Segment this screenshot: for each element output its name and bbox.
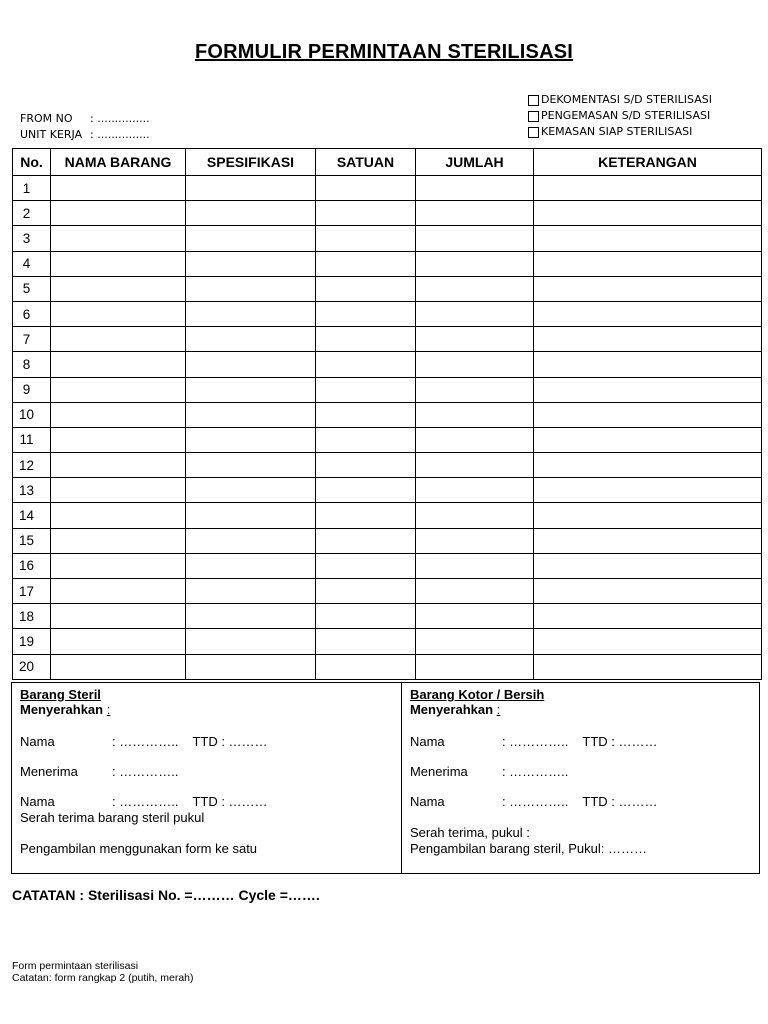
col-header-nama-barang: NAMA BARANG	[51, 149, 186, 176]
row-number: 16	[13, 553, 51, 578]
jumlah-cell[interactable]	[416, 301, 534, 326]
form-meta	[20, 111, 150, 143]
jumlah-cell[interactable]	[416, 453, 534, 478]
jumlah-cell[interactable]	[416, 176, 534, 201]
spesifikasi-cell[interactable]	[186, 327, 316, 352]
keterangan-cell[interactable]	[534, 226, 762, 251]
spesifikasi-cell[interactable]	[186, 553, 316, 578]
footer-line-2: Catatan: form rangkap 2 (putih, merah)	[12, 972, 194, 984]
nama-barang-cell[interactable]	[51, 503, 186, 528]
option-label: DEKOMENTASI S/D STERILISASI	[541, 93, 712, 106]
keterangan-cell[interactable]	[534, 251, 762, 276]
table-row	[13, 226, 762, 251]
option-label: KEMASAN SIAP STERILISASI	[541, 125, 693, 138]
nama-barang-cell[interactable]	[51, 629, 186, 654]
nama-barang-cell[interactable]	[51, 579, 186, 604]
menerima-field[interactable]: : …………..	[112, 764, 179, 779]
jumlah-cell[interactable]	[416, 226, 534, 251]
satuan-cell[interactable]	[316, 201, 416, 226]
footer-line-1: Form permintaan sterilisasi	[12, 960, 139, 972]
spesifikasi-cell[interactable]	[186, 251, 316, 276]
table-row	[13, 478, 762, 503]
table-row	[13, 604, 762, 629]
jumlah-cell[interactable]	[416, 276, 534, 301]
spesifikasi-cell[interactable]	[186, 226, 316, 251]
row-number: 8	[13, 352, 51, 377]
satuan-cell[interactable]	[316, 604, 416, 629]
row-number: 20	[13, 654, 51, 679]
option-kemasan-siap[interactable]	[528, 124, 712, 140]
nama-field[interactable]: : …………..	[112, 794, 179, 809]
keterangan-cell[interactable]	[534, 327, 762, 352]
table-row	[13, 453, 762, 478]
row-number: 3	[13, 226, 51, 251]
jumlah-cell[interactable]	[416, 427, 534, 452]
row-number: 5	[13, 276, 51, 301]
keterangan-cell[interactable]	[534, 453, 762, 478]
keterangan-cell[interactable]	[534, 201, 762, 226]
col-header-keterangan: KETERANGAN	[534, 149, 762, 176]
nama-barang-cell[interactable]	[51, 301, 186, 326]
menyerahkan-label: Menyerahkan :	[20, 702, 111, 717]
col-header-no: No.	[13, 149, 51, 176]
menerima-row: Menerima : …………..	[409, 764, 569, 779]
satuan-cell[interactable]	[316, 553, 416, 578]
menerima-field[interactable]: : …………..	[501, 764, 569, 779]
row-number: 11	[13, 427, 51, 452]
jumlah-cell[interactable]	[416, 327, 534, 352]
jumlah-cell[interactable]	[416, 503, 534, 528]
keterangan-cell[interactable]	[534, 503, 762, 528]
panel-heading: Barang Steril	[20, 687, 101, 702]
handover-section	[11, 682, 760, 874]
barang-steril-panel	[12, 683, 401, 873]
row-number: 10	[13, 402, 51, 427]
spesifikasi-cell[interactable]	[186, 528, 316, 553]
spesifikasi-cell[interactable]	[186, 427, 316, 452]
jumlah-cell[interactable]	[416, 352, 534, 377]
nama-barang-cell[interactable]	[51, 553, 186, 578]
nama-barang-cell[interactable]	[51, 226, 186, 251]
nama-barang-cell[interactable]	[51, 528, 186, 553]
from-no-row	[20, 111, 150, 127]
keterangan-cell[interactable]	[534, 301, 762, 326]
spesifikasi-cell[interactable]	[186, 604, 316, 629]
satuan-cell[interactable]	[316, 654, 416, 679]
jumlah-cell[interactable]	[416, 654, 534, 679]
nama-barang-cell[interactable]	[51, 604, 186, 629]
satuan-cell[interactable]	[316, 402, 416, 427]
footer-notes	[12, 960, 194, 984]
row-number: 1	[13, 176, 51, 201]
table-row	[13, 352, 762, 377]
menyerahkan-label: Menyerahkan :	[409, 702, 501, 717]
row-number: 14	[13, 503, 51, 528]
table-row	[13, 427, 762, 452]
checkbox[interactable]	[528, 127, 539, 138]
panel-heading: Barang Kotor / Bersih	[409, 687, 545, 702]
jumlah-cell[interactable]	[416, 377, 534, 402]
unit-kerja-row	[20, 127, 150, 143]
row-number: 7	[13, 327, 51, 352]
spesifikasi-cell[interactable]	[186, 629, 316, 654]
serah-terima-text: Serah terima, pukul :	[409, 825, 530, 840]
spesifikasi-cell[interactable]	[186, 352, 316, 377]
jumlah-cell[interactable]	[416, 201, 534, 226]
row-number: 19	[13, 629, 51, 654]
satuan-cell[interactable]	[316, 377, 416, 402]
spesifikasi-cell[interactable]	[186, 176, 316, 201]
table-row	[13, 629, 762, 654]
from-no-field[interactable]: : ...............	[90, 112, 150, 125]
nama-barang-cell[interactable]	[51, 251, 186, 276]
nama-field[interactable]: : …………..	[501, 734, 569, 749]
satuan-cell[interactable]	[316, 352, 416, 377]
ttd-field[interactable]: TTD : ………	[192, 794, 268, 809]
jumlah-cell[interactable]	[416, 251, 534, 276]
satuan-cell[interactable]	[316, 226, 416, 251]
jumlah-cell[interactable]	[416, 553, 534, 578]
ttd-field[interactable]: TTD : ………	[192, 734, 268, 749]
jumlah-cell[interactable]	[416, 579, 534, 604]
satuan-cell[interactable]	[316, 276, 416, 301]
nama-row-2: Nama : ………….. TTD : ………	[409, 794, 658, 809]
spesifikasi-cell[interactable]	[186, 301, 316, 326]
nama-row-2: Nama : ………….. TTD : ………	[20, 794, 268, 809]
keterangan-cell[interactable]	[534, 176, 762, 201]
spesifikasi-cell[interactable]	[186, 654, 316, 679]
nama-row: Nama : ………….. TTD : ………	[20, 734, 268, 749]
row-number: 13	[13, 478, 51, 503]
spesifikasi-cell[interactable]	[186, 402, 316, 427]
items-table	[12, 148, 762, 680]
menerima-row: Menerima : …………..	[20, 764, 179, 779]
table-row	[13, 377, 762, 402]
spesifikasi-cell[interactable]	[186, 503, 316, 528]
keterangan-cell[interactable]	[534, 579, 762, 604]
row-number: 15	[13, 528, 51, 553]
catatan-line: CATATAN : Sterilisasi No. =……… Cycle =…….	[12, 887, 320, 903]
nama-barang-cell[interactable]	[51, 478, 186, 503]
nama-barang-cell[interactable]	[51, 352, 186, 377]
row-number: 4	[13, 251, 51, 276]
keterangan-cell[interactable]	[534, 352, 762, 377]
nama-barang-cell[interactable]	[51, 377, 186, 402]
row-number: 17	[13, 579, 51, 604]
table-row	[13, 402, 762, 427]
satuan-cell[interactable]	[316, 629, 416, 654]
table-row	[13, 654, 762, 679]
table-row	[13, 503, 762, 528]
serah-terima-text: Serah terima barang steril pukul	[20, 810, 205, 825]
jumlah-cell[interactable]	[416, 528, 534, 553]
nama-barang-cell[interactable]	[51, 654, 186, 679]
pengambilan-text: Pengambilan menggunakan form ke satu	[20, 841, 258, 856]
table-row	[13, 176, 762, 201]
col-header-jumlah: JUMLAH	[416, 149, 534, 176]
keterangan-cell[interactable]	[534, 604, 762, 629]
satuan-cell[interactable]	[316, 579, 416, 604]
satuan-cell[interactable]	[316, 453, 416, 478]
jumlah-cell[interactable]	[416, 402, 534, 427]
nama-barang-cell[interactable]	[51, 201, 186, 226]
row-number: 18	[13, 604, 51, 629]
page-title: FORMULIR PERMINTAAN STERILISASI	[194, 41, 574, 63]
nama-barang-cell[interactable]	[51, 276, 186, 301]
col-header-spesifikasi: SPESIFIKASI	[186, 149, 316, 176]
nama-barang-cell[interactable]	[51, 327, 186, 352]
jumlah-cell[interactable]	[416, 629, 534, 654]
table-row	[13, 276, 762, 301]
keterangan-cell[interactable]	[534, 654, 762, 679]
satuan-cell[interactable]	[316, 327, 416, 352]
keterangan-cell[interactable]	[534, 276, 762, 301]
nama-barang-cell[interactable]	[51, 453, 186, 478]
barang-kotor-panel	[401, 683, 759, 873]
option-pengemasan[interactable]	[528, 108, 712, 124]
keterangan-cell[interactable]	[534, 478, 762, 503]
spesifikasi-cell[interactable]	[186, 201, 316, 226]
nama-field[interactable]: : …………..	[501, 794, 569, 809]
checkbox[interactable]	[528, 111, 539, 122]
table-row	[13, 327, 762, 352]
ttd-field[interactable]: TTD : ………	[582, 794, 658, 809]
jumlah-cell[interactable]	[416, 478, 534, 503]
nama-barang-cell[interactable]	[51, 402, 186, 427]
satuan-cell[interactable]	[316, 503, 416, 528]
satuan-cell[interactable]	[316, 427, 416, 452]
satuan-cell[interactable]	[316, 478, 416, 503]
col-header-satuan: SATUAN	[316, 149, 416, 176]
table-row	[13, 528, 762, 553]
satuan-cell[interactable]	[316, 301, 416, 326]
row-number: 2	[13, 201, 51, 226]
keterangan-cell[interactable]	[534, 629, 762, 654]
pengambilan-text: Pengambilan barang steril, Pukul: ………	[409, 841, 647, 856]
table-row	[13, 301, 762, 326]
sterilization-options	[528, 92, 712, 140]
row-number: 12	[13, 453, 51, 478]
spesifikasi-cell[interactable]	[186, 276, 316, 301]
keterangan-cell[interactable]	[534, 427, 762, 452]
ttd-field[interactable]: TTD : ………	[582, 734, 658, 749]
checkbox[interactable]	[528, 95, 539, 106]
option-dekomentasi[interactable]	[528, 92, 712, 108]
keterangan-cell[interactable]	[534, 553, 762, 578]
spesifikasi-cell[interactable]	[186, 579, 316, 604]
nama-barang-cell[interactable]	[51, 427, 186, 452]
unit-kerja-field[interactable]: : ...............	[90, 128, 150, 141]
nama-field[interactable]: : …………..	[112, 734, 179, 749]
unit-kerja-label: UNIT KERJA	[20, 128, 83, 141]
keterangan-cell[interactable]	[534, 377, 762, 402]
table-row	[13, 201, 762, 226]
spesifikasi-cell[interactable]	[186, 377, 316, 402]
satuan-cell[interactable]	[316, 528, 416, 553]
from-no-label: FROM NO	[20, 112, 73, 125]
option-label: PENGEMASAN S/D STERILISASI	[541, 109, 711, 122]
satuan-cell[interactable]	[316, 176, 416, 201]
keterangan-cell[interactable]	[534, 402, 762, 427]
spesifikasi-cell[interactable]	[186, 453, 316, 478]
table-row	[13, 579, 762, 604]
keterangan-cell[interactable]	[534, 528, 762, 553]
table-row	[13, 553, 762, 578]
row-number: 6	[13, 301, 51, 326]
spesifikasi-cell[interactable]	[186, 478, 316, 503]
row-number: 9	[13, 377, 51, 402]
table-row	[13, 251, 762, 276]
jumlah-cell[interactable]	[416, 604, 534, 629]
table-header-row	[13, 149, 762, 176]
nama-barang-cell[interactable]	[51, 176, 186, 201]
nama-row: Nama : ………….. TTD : ………	[409, 734, 658, 749]
satuan-cell[interactable]	[316, 251, 416, 276]
